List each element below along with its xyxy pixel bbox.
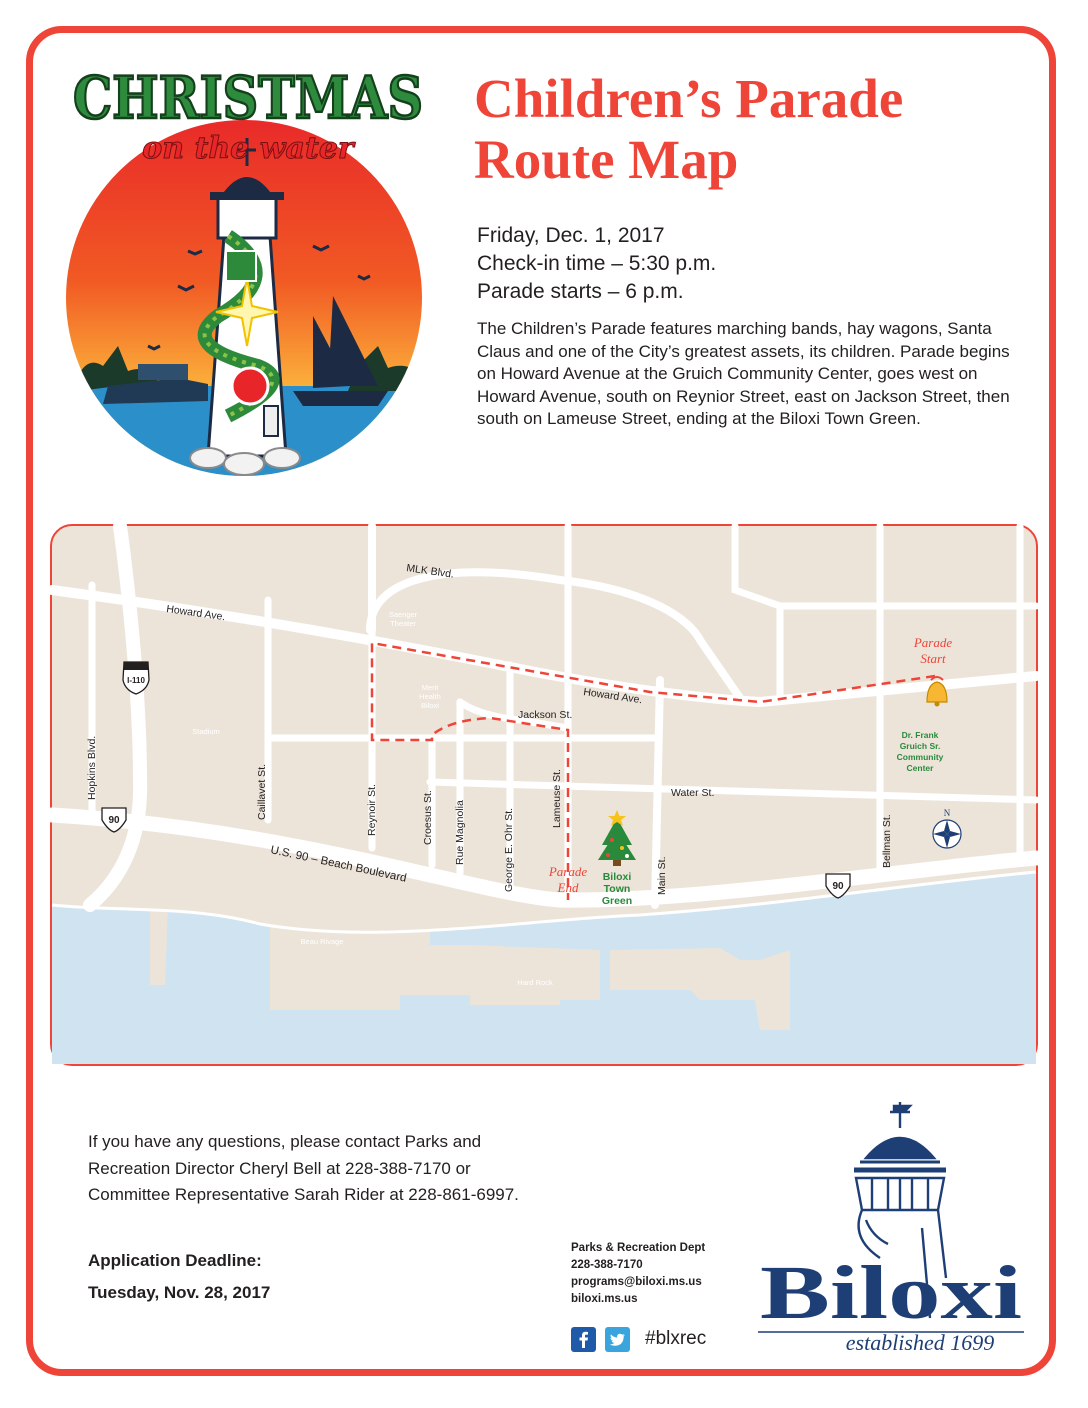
deadline-label: Application Deadline: [88, 1251, 262, 1270]
label-howard-ave-east: Howard Ave. [582, 686, 644, 707]
hard-rock-pier [470, 945, 600, 1005]
label-community-center-1: Dr. Frank [901, 730, 939, 740]
label-community-center-3: Community [896, 752, 944, 762]
social-hashtag[interactable]: #blxrec [645, 1328, 707, 1349]
us90-shield-west-label: 90 [108, 815, 120, 826]
label-merit-health-2: Health [419, 692, 441, 701]
event-start-time: Parade starts – 6 p.m. [477, 280, 684, 303]
route-map [50, 524, 1038, 1066]
label-merit-health-1: Merit [421, 683, 439, 692]
compass-north-label: N [943, 808, 951, 818]
event-date: Friday, Dec. 1, 2017 [477, 224, 665, 247]
parade-end-label-1: Parade [548, 864, 588, 879]
event-info [477, 222, 1017, 306]
event-checkin-time: Check-in time – 5:30 p.m. [477, 252, 717, 275]
parade-description: The Children’s Parade features marching bands, hay wagons, Santa Claus and one of the City’s greatest assets, its children. Parade begins on Howard Avenue at the Gruich Community Center, goes west on Howard Avenue, south on Reynior Street, east on Jackson Street, then south on Lameuse Street, ending at the Biloxi Town Green. [477, 319, 1010, 429]
label-howard-ave-west: Howard Ave. [165, 603, 227, 624]
us90-shield-west-icon [102, 808, 126, 832]
compass-icon [933, 808, 961, 848]
label-merit-health-3: Biloxi [421, 701, 439, 710]
interstate-shield-label: I-110 [127, 676, 145, 685]
logo-christmas-text: CHRISTMAS [73, 64, 423, 132]
label-beau-rivage: Beau Rivage [300, 937, 344, 946]
label-town-green-3: Green [601, 895, 633, 907]
label-caillavet-st: Caillavet St. [256, 763, 268, 820]
logo-on-the-water-text: on the water [142, 131, 354, 166]
west-pier [150, 905, 168, 985]
contact-info: If you have any questions, please contact Parks and Recreation Director Cheryl Bell at 228-388-7170 or Committee Representative Sarah Rider at 228-861-6997. [88, 1132, 519, 1204]
us90-shield-east-label: 90 [832, 881, 844, 892]
twitter-icon[interactable] [605, 1327, 630, 1352]
label-hard-rock: Hard Rock [517, 978, 553, 987]
title-line-1: Children’s Parade [474, 68, 904, 129]
label-town-green-1: Biloxi [602, 871, 632, 883]
dept-name: Parks & Recreation Dept [571, 1242, 706, 1254]
label-beach-boulevard: U.S. 90 – Beach Boulevard [269, 844, 408, 885]
label-hopkins-blvd: Hopkins Blvd. [86, 735, 98, 800]
label-bellman-st: Bellman St. [881, 814, 893, 868]
biloxi-city-logo [750, 1098, 1032, 1360]
facebook-icon[interactable] [571, 1327, 596, 1352]
parade-start-label-1: Parade [913, 635, 953, 650]
biloxi-wordmark: Biloxi [760, 1251, 1022, 1335]
interstate-shield-icon [123, 662, 149, 694]
label-stadium: Stadium [192, 727, 220, 736]
label-lameuse-st: Lameuse St. [551, 769, 563, 828]
label-community-center-2: Gruich Sr. [899, 741, 941, 751]
label-saenger-theater-2: Theater [390, 619, 416, 628]
christmas-on-the-water-logo [58, 46, 438, 494]
parade-end-label-2: End [557, 880, 579, 895]
biloxi-tagline: established 1699 [845, 1330, 995, 1355]
dept-phone[interactable]: 228-388-7170 [571, 1259, 643, 1271]
social-links [571, 1325, 706, 1353]
label-community-center-4: Center [906, 763, 934, 773]
label-rue-magnolia: Rue Magnolia [454, 800, 466, 865]
title-line-2: Route Map [474, 129, 739, 190]
label-jackson-st: Jackson St. [518, 709, 573, 721]
deadline-date: Tuesday, Nov. 28, 2017 [88, 1283, 271, 1302]
label-water-st: Water St. [671, 787, 715, 799]
department-info [571, 1240, 761, 1308]
label-main-st: Main St. [656, 856, 668, 895]
christmas-tree-icon [598, 810, 636, 866]
dept-website[interactable]: biloxi.ms.us [571, 1293, 638, 1305]
application-deadline [88, 1245, 408, 1309]
label-saenger-theater-1: Saenger [388, 610, 418, 619]
route-map-svg [52, 526, 1036, 1064]
label-town-green-2: Town [603, 883, 631, 895]
label-reynoir-st: Reynoir St. [366, 784, 378, 836]
parade-start-label-2: Start [920, 651, 946, 666]
dept-email[interactable]: programs@biloxi.ms.us [571, 1276, 702, 1288]
page-title [474, 68, 1034, 190]
label-mlk-blvd: MLK Blvd. [405, 562, 455, 581]
label-croesus-st: Croesus St. [422, 790, 434, 845]
label-george-ohr-st: George E. Ohr St. [503, 807, 515, 892]
